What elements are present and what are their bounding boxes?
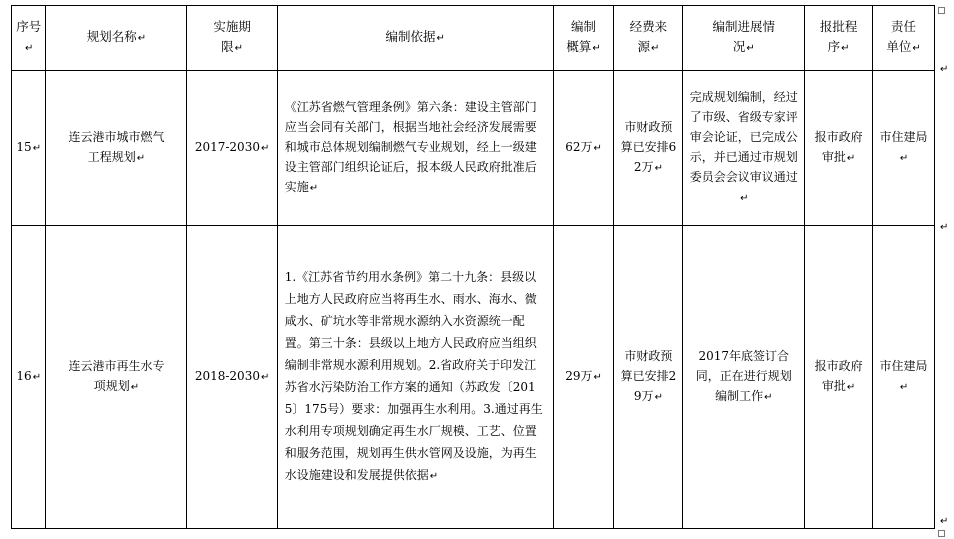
paragraph-mark-icon: ↵	[593, 372, 602, 383]
paragraph-mark-icon: ↵	[137, 33, 147, 44]
cell-name: 连云港市城市燃气工程规划↵	[46, 71, 187, 226]
header-basis: 编制依据↵	[277, 6, 553, 71]
cell-budget: 62万↵	[553, 71, 614, 226]
paragraph-mark-icon: ↵	[764, 392, 773, 403]
paragraph-mark-icon: ↵	[651, 43, 660, 54]
cell-budget: 29万↵	[553, 226, 614, 529]
cell-unit: 市住建局↵	[873, 71, 935, 226]
header-unit: 责任单位↵	[873, 6, 935, 71]
paragraph-mark-icon: ↵	[846, 382, 856, 393]
cell-unit: 市住建局↵	[873, 226, 935, 529]
row-end-mark-icon: ↵	[940, 64, 949, 75]
header-name: 规划名称↵	[46, 6, 187, 71]
table-header-row	[12, 6, 935, 71]
planning-table	[11, 5, 935, 529]
cell-funding: 市财政预算已安排62万↵	[614, 71, 683, 226]
cell-seq: 15↵	[12, 71, 46, 226]
header-funding: 经费来源↵	[614, 6, 683, 71]
header-seq: 序号↵	[12, 6, 46, 71]
row-end-mark-icon: ↵	[940, 222, 949, 233]
paragraph-mark-icon: ↵	[260, 372, 270, 383]
paragraph-mark-icon: ↵	[593, 143, 602, 154]
paragraph-mark-icon: ↵	[746, 43, 755, 54]
cell-basis: 《江苏省燃气管理条例》第六条：建设主管部门应当会同有关部门，根据当地社会经济发展需要和城市总体规划编制燃气专业规划，经上一级建设主管部门组织论证后，报本级人民政府批准后实施↵	[277, 71, 553, 226]
header-approval: 报批程序↵	[805, 6, 873, 71]
paragraph-mark-icon: ↵	[25, 43, 34, 54]
header-period: 实施期限↵	[187, 6, 277, 71]
header-budget: 编制概算↵	[553, 6, 614, 71]
paragraph-mark-icon: ↵	[846, 153, 856, 164]
table-anchor-bottom-right	[938, 530, 945, 537]
paragraph-mark-icon: ↵	[841, 43, 850, 54]
row-end-mark-icon: ↵	[940, 516, 949, 527]
cell-approval: 报市政府审批↵	[805, 71, 873, 226]
paragraph-mark-icon: ↵	[912, 43, 921, 54]
paragraph-mark-icon: ↵	[429, 471, 439, 482]
cell-seq: 16↵	[12, 226, 46, 529]
paragraph-mark-icon: ↵	[740, 193, 749, 204]
paragraph-mark-icon: ↵	[592, 43, 601, 54]
cell-period: 2017-2030↵	[187, 71, 277, 226]
cell-period: 2018-2030↵	[187, 226, 277, 529]
paragraph-mark-icon: ↵	[130, 382, 140, 393]
paragraph-mark-icon: ↵	[136, 153, 146, 164]
paragraph-mark-icon: ↵	[654, 392, 663, 403]
paragraph-mark-icon: ↵	[32, 372, 42, 383]
paragraph-mark-icon: ↵	[234, 43, 244, 54]
header-progress: 编制进展情况↵	[683, 6, 805, 71]
paragraph-mark-icon: ↵	[654, 163, 663, 174]
cell-name: 连云港市再生水专项规划↵	[46, 226, 187, 529]
paragraph-mark-icon: ↵	[309, 183, 319, 194]
paragraph-mark-icon: ↵	[32, 143, 42, 154]
paragraph-mark-icon: ↵	[899, 153, 909, 164]
table-row	[12, 226, 935, 529]
cell-basis: 1.《江苏省节约用水条例》第二十九条：县级以上地方人民政府应当将再生水、雨水、海水、微咸水、矿坑水等非常规水源纳入水资源统一配置。第三十条：县级以上地方人民政府应当组织编制非常规水源利用规划。2.省政府关于印发江苏省水污染防治工作方案的通知（苏政发〔2015〕175号）要求：加强再生水利用。3.通过再生水利用专项规划确定再生水厂规模、工艺、位置和服务范围，规划再生供水管网及设施，为再生水设施建设和发展提供依据↵	[277, 226, 553, 529]
cell-approval: 报市政府审批↵	[805, 226, 873, 529]
paragraph-mark-icon: ↵	[436, 33, 445, 44]
paragraph-mark-icon: ↵	[260, 143, 270, 154]
cell-funding: 市财政预算已安排29万↵	[614, 226, 683, 529]
cell-progress: 完成规划编制，经过了市级、省级专家评审会论证，已完成公示，并已通过市规划委员会会议审议通过↵	[683, 71, 805, 226]
table-anchor-top-right	[938, 7, 945, 14]
paragraph-mark-icon: ↵	[899, 382, 909, 393]
cell-progress: 2017年底签订合同，正在进行规划编制工作↵	[683, 226, 805, 529]
table-row	[12, 71, 935, 226]
